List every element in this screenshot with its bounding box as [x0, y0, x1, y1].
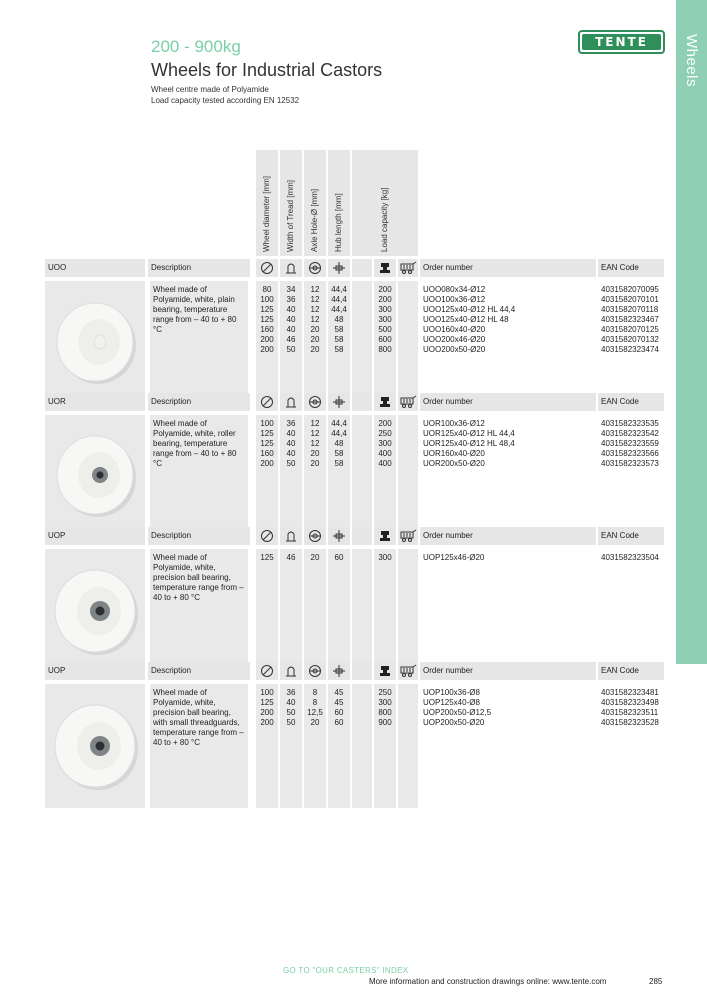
page-title: Wheels for Industrial Castors: [151, 60, 383, 80]
table-row: 125 40 12 44,4 300 UOO125x40-Ø12 HL 44,4 4031582070118: [260, 305, 659, 314]
table-row: 100 36 12 44,4 200 UOR100x36-Ø12 4031582323535: [260, 419, 659, 428]
ean-code: 4031582323528: [601, 718, 659, 727]
hub-icon: [328, 527, 350, 545]
order-number: UOP100x36-Ø8: [423, 688, 480, 697]
order-number: UOO200x50-Ø20: [423, 345, 486, 354]
subtitle-material: Wheel centre made of Polyamide: [151, 85, 269, 94]
col-header-hub: Hub length [mm]: [328, 150, 350, 256]
table-row: 125 46 20 60 300 UOP125x46-Ø20 4031582323504: [260, 553, 659, 562]
col-header-load: Load capacity [kg]: [374, 150, 396, 256]
hub-icon: [328, 259, 350, 277]
order-number: UOR125x40-Ø12 HL 48,4: [423, 439, 515, 448]
ean-code-label: EAN Code: [598, 662, 664, 680]
tread-icon: [280, 527, 302, 545]
table-row: 125 40 12 48 300 UOO125x40-Ø12 HL 48 4031582323467: [260, 315, 659, 324]
casters-index-link[interactable]: GO TO "OUR CASTERS" INDEX: [283, 966, 409, 975]
ean-code: 4031582323559: [601, 439, 659, 448]
ean-code: 4031582323542: [601, 429, 659, 438]
table-row: 200 46 20 58 600 UOO200x46-Ø20 4031582070132: [260, 335, 659, 344]
ean-code: 4031582070132: [601, 335, 659, 344]
page-number: 285: [649, 977, 663, 986]
order-number-label: Order number: [420, 393, 596, 411]
order-number: UOO125x40-Ø12 HL 44,4: [423, 305, 516, 314]
load-icon: [374, 662, 396, 680]
order-number-label: Order number: [420, 662, 596, 680]
table-row: 200 50 12,5 60 800 UOP200x50-Ø12,5 4031582323511: [260, 708, 659, 717]
order-number: UOO100x36-Ø12: [423, 295, 486, 304]
table-row: 200 50 20 60 900 UOP200x50-Ø20 4031582323528: [260, 718, 659, 727]
series-code: UOR: [45, 393, 145, 411]
ean-code-label: EAN Code: [598, 259, 664, 277]
axle-icon: [304, 662, 326, 680]
ean-code: 4031582323504: [601, 553, 659, 562]
trolley-icon: [398, 393, 418, 411]
diameter-icon: [256, 259, 278, 277]
diameter-icon: [256, 393, 278, 411]
tread-icon: [280, 259, 302, 277]
table-row: 100 36 8 45 250 UOP100x36-Ø8 4031582323481: [260, 688, 659, 697]
ean-code: 4031582070125: [601, 325, 659, 334]
section-header-bar: [45, 527, 664, 545]
section-header-bar: [45, 393, 664, 411]
ean-code-label: EAN Code: [598, 393, 664, 411]
side-tab-label: Wheels: [683, 34, 700, 88]
footer-info: More information and construction drawings online: www.tente.com: [369, 977, 607, 986]
ean-code: 4031582070118: [601, 305, 659, 314]
col-header-blank2: [396, 150, 418, 256]
brand-logo: TENTE: [578, 30, 665, 54]
trolley-icon: [398, 259, 418, 277]
table-row: 200 50 20 58 400 UOR200x50-Ø20 4031582323573: [260, 459, 659, 468]
description-label: Description: [148, 259, 250, 277]
tread-icon: [280, 393, 302, 411]
product-description: Wheel made of Polyamide, white, precision ball bearing, temperature range from – 40 to + 80 °C: [150, 549, 248, 673]
ean-code: 4031582323511: [601, 708, 659, 717]
series-code: UOP: [45, 527, 145, 545]
table-row: 125 40 8 45 300 UOP125x40-Ø8 4031582323498: [260, 698, 659, 707]
series-code: UOP: [45, 662, 145, 680]
trolley-icon: [398, 662, 418, 680]
wheel-image: [45, 549, 145, 673]
tread-icon: [280, 662, 302, 680]
order-number: UOO160x40-Ø20: [423, 325, 486, 334]
ean-code: 4031582323498: [601, 698, 659, 707]
section-header-bar: [45, 662, 664, 680]
ean-code: 4031582323535: [601, 419, 659, 428]
col-header-blank: [352, 150, 374, 256]
col-header-diameter: Wheel diameter [mm]: [256, 150, 278, 256]
ean-code: 4031582323573: [601, 459, 659, 468]
load-icon: [374, 393, 396, 411]
order-number: UOO200x46-Ø20: [423, 335, 486, 344]
col-header-tread: Width of Tread [mm]: [280, 150, 302, 256]
table-row: 125 40 12 48 300 UOR125x40-Ø12 HL 48,4 4031582323559: [260, 439, 659, 448]
order-number: UOP200x50-Ø20: [423, 718, 485, 727]
product-description: Wheel made of Polyamide, white, precision ball bearing, with small threadguards, temperature range from – 40 to + 80 °C: [150, 684, 248, 808]
table-row: 160 40 20 58 500 UOO160x40-Ø20 4031582070125: [260, 325, 659, 334]
ean-code: 4031582323566: [601, 449, 659, 458]
table-row: 200 50 20 58 800 UOO200x50-Ø20 4031582323474: [260, 345, 659, 354]
ean-code: 4031582323474: [601, 345, 659, 354]
table-row: 160 40 20 58 400 UOR160x40-Ø20 4031582323566: [260, 449, 659, 458]
col-header-axle: Axle Hole-Ø [mm]: [304, 150, 326, 256]
table-row: 80 34 12 44,4 200 UOO080x34-Ø12 4031582070095: [262, 285, 659, 294]
description-label: Description: [148, 393, 250, 411]
order-number-label: Order number: [420, 259, 596, 277]
hub-icon: [328, 662, 350, 680]
trolley-icon: [398, 527, 418, 545]
ean-code: 4031582323481: [601, 688, 659, 697]
order-number: UOO080x34-Ø12: [423, 285, 486, 294]
order-number: UOR160x40-Ø20: [423, 449, 485, 458]
load-icon: [374, 527, 396, 545]
ean-code: 4031582070101: [601, 295, 659, 304]
ean-code: 4031582070095: [601, 285, 659, 294]
axle-icon: [304, 259, 326, 277]
order-number: UOP125x46-Ø20: [423, 553, 485, 562]
product-description: Wheel made of Polyamide, white, roller bearing, temperature range from – 40 to + 80 °C: [150, 415, 248, 535]
load-icon: [374, 259, 396, 277]
product-description: Wheel made of Polyamide, white, plain bearing, temperature range from – 40 to + 80 °C: [150, 281, 248, 403]
table-row: 125 40 12 44,4 250 UOR125x40-Ø12 HL 44,4 4031582323542: [260, 429, 659, 438]
description-label: Description: [148, 662, 250, 680]
order-number: UOP125x40-Ø8: [423, 698, 480, 707]
order-number: UOP200x50-Ø12,5: [423, 708, 492, 717]
diameter-icon: [256, 662, 278, 680]
ean-code-label: EAN Code: [598, 527, 664, 545]
order-number: UOR125x40-Ø12 HL 44,4: [423, 429, 515, 438]
diameter-icon: [256, 527, 278, 545]
order-number-label: Order number: [420, 527, 596, 545]
weight-range: 200 - 900kg: [151, 37, 241, 56]
ean-code: 4031582323467: [601, 315, 659, 324]
series-code: UOO: [45, 259, 145, 277]
table-row: 100 36 12 44,4 200 UOO100x36-Ø12 4031582070101: [260, 295, 659, 304]
section-header-bar: [45, 259, 664, 277]
axle-icon: [304, 527, 326, 545]
order-number: UOR100x36-Ø12: [423, 419, 485, 428]
order-number: UOR200x50-Ø20: [423, 459, 485, 468]
axle-icon: [304, 393, 326, 411]
hub-icon: [328, 393, 350, 411]
subtitle-standard: Load capacity tested according EN 12532: [151, 96, 300, 105]
order-number: UOO125x40-Ø12 HL 48: [423, 315, 509, 324]
description-label: Description: [148, 527, 250, 545]
